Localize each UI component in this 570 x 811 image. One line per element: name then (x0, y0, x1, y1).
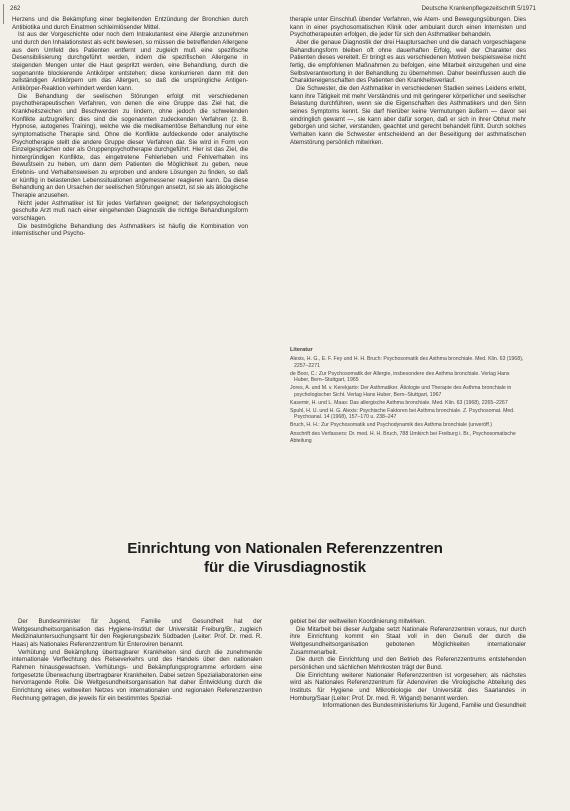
article-title (0, 539, 570, 577)
title-line: Einrichtung von Nationalen Referenzzentren (127, 540, 443, 557)
paragraph: therapie unter Einschluß übender Verfahren, wie Atem- und Bewegungsübungen. Dies kann in einer psychosomatischen Klinik oder ambulant durch einen Internisten und Psychotherapeuten erfolgen, die jeder für sich den Asthmatiker behandeln. (290, 16, 526, 39)
paragraph: Nicht jeder Asthmatiker ist für jedes Verfahren geeignet; der tiefenpsychologisch geschulte Arzt muß nach einer eingehenden Diagnostik die richtige Behandlungsform vorschlagen. (12, 199, 248, 223)
page-number: 262 (10, 5, 21, 12)
title-line: für die Virusdiagnostik (204, 559, 366, 576)
paragraph: Die durch die Einrichtung und den Betrieb des Referenzzentrums entstehenden persönlichen und sächlichen Mehrkosten trägt der Bund. (290, 656, 526, 671)
literature-section (290, 347, 526, 444)
paragraph: Verhütung und Bekämpfung übertragbarer Krankheiten sind durch die zunehmende internationale Verflechtung des Reiseverkehrs und des Handels über den nationalen Rahmen hinausgewachsen. Verhütungs- und Bekämpfungsprogramme erfordern eine fortgesetzte Überwachung übertragbarer Krankheiten. Dabei setzen Spezialiaboratorien eine hervorragende Rolle. Die Weltgesundheitsorganisation hat daher Entwicklung durch die Einrichtung eines weltweiten Netzes von internationalen und regionalen Referenzzentren Rechnung getragen, die jeweils für ein bestimmtes Spezial- (12, 648, 262, 702)
page-edge-mark (3, 4, 4, 24)
article-column-right (290, 16, 526, 146)
literature-item: Jores, A. und M. v. Kerekjarto: Der Asthmatiker. Ätiologie und Therapie des Asthma bronchiale in psychologischer Sicht. Verlag Hans Huber, Bern–Stuttgart, 1967 (290, 385, 512, 398)
paragraph: gebiet bei der weltweiten Koordinierung mitwirken. (290, 618, 426, 625)
paragraph: Der Bundesminister für Jugend, Familie und Gesundheit hat der Weltgesundheitsorganisation das Hygiene-Institut der Universität Freiburg/Br., zugleich Medizinaluntersuchungsamt für den Regierungsbezirk Südbaden (Leiter: Prof. Dr. med. R. Haas) als Nationales Referenzzentrum für Enteroviren benannt. (12, 618, 262, 648)
literature-item: Spuhl, H. U. und H. G. Alexis: Psychische Faktoren bei Asthma bronchiale. Z. Psychosomat. Med. Psychoanal. 14 (1968), 157–170 u. 238–247 (290, 407, 515, 421)
literature-item: Alexis, H. G., E. F. Fey und H. H. Bruch: Psychosomatik des Asthma bronchiale. Med. Klin. 63 (1968), 2257–2271 (290, 356, 524, 369)
paragraph: Die Einrichtung weiterer Nationaler Referenzzentren ist vorgesehen; als nächstes wird als Nationales Referenzzentrum für Adenoviren die Virologische Abteilung des Instituts für Hygiene und Mikrobiologie der Universität des Saarlandes in Homburg/Saar (Leiter: Prof. Dr. med. R. Wigand) benannt werden. (290, 671, 526, 702)
article-column-left (12, 16, 248, 238)
literature-item: de Boor, C.: Zur Psychosomatik der Allergie, insbesondere des Asthma bronchiale. Verlag Hans Huber, Bern–Stuttgart, 1965 (290, 370, 510, 384)
journal-title: Deutsche Krankenpflegezeitschrift 5/1971 (421, 5, 536, 12)
literature-item: Bruch, H. H.: Zur Psychosomatik und Psychodynamik des Asthma bronchiale (unveröff.) (290, 422, 493, 429)
article-column-right (290, 618, 526, 710)
paragraph: Die Behandlung der seelischen Störungen erfolgt mit verschiedenen psychotherapeutischen Verfahren, von denen die eine Gruppe das Ziel hat, die Krankheitszeichen und Beschwerden zu lindern, ohne jedoch die schwelenden Konflikte aufzugreifen; dies sind die sogenannten zudeckenden Verfahren (z. B. Hypnose, autogenes Training), welche wie die medikamentöse Behandlung nur eine symptomatische Therapie sind. Ohne die Konflikte aufdeckende oder analytische Psychotherapie stellt die andere Gruppe dieser Verfahren dar. Sie wird in Form von Einzelgesprächen oder als Gruppenpsychotherapie durchgeführt. Hier ist das Ziel, die hintergründigen Konflikte, das eingetretene Fehlerleben und Fehlverhalten ins Bewußtsein zu heben, um dann dem Patienten die Möglichkeit zu geben, neue Erlebnis- und Verhaltensweisen zu erproben und andere Lösungen zu finden, so daß er künftig in belastenden Lebenssituationen angemessener reagieren kann. Da diese Behandlung an den Ursachen der seelischen Störungen ansetzt, ist sie als ätiologische Therapie anzusehen. (12, 92, 248, 200)
paragraph: Herzens und die Bekämpfung einer begleitenden Entzündung der Bronchien durch Antibiotika und durch Einatmen schleimlösender Mittel. (12, 16, 248, 31)
paragraph: Aber die genaue Diagnostik der drei Hauptursachen und die danach vorgeschlagene Behandlungsform bleiben oft ohne dauerhaften Erfolg, weil der Charakter des Patienten dieses vereitelt. Er bringt es aus verschiedenen Motiven beispielsweise nicht fertig, die empfohlenen Maßnahmen zu befolgen, eine Mitarbeit einzugehen und eine Selbstverantwortung in der Behandlung zu übernehmen. Daher beeinflussen auch die Charaktereigenschaften des Patienten den Krankheitsverlauf. (290, 38, 526, 85)
paragraph: Die Schwester, die den Asthmatiker in verschiedenen Stadien seines Leidens erlebt, kann ihre Tätigkeit mit mehr Verständnis und mit geringerer körperlicher und seelischer Belastung durchführen, wenn sie die Eigenschaften des Asthmatikers und den Sinn seines Symptoms kennt. Sie darf hierüber keine Vermutungen äußern — davor sei eindringlich gewarnt —, sie kann aber dafür sorgen, daß er sich in ihrer Obhut mehr geborgen und sicher, verstanden, geachtet und gerecht behandelt fühlt. Durch solches Verhalten kann die Schwester entscheidend an der Beseitigung der asthmatischen Atemstörung persönlich mitwirken. (290, 84, 526, 146)
source-note: Informationen des Bundesministeriums für Jugend, Familie und Gesundheit (322, 702, 526, 710)
paragraph: Ist aus der Vorgeschichte oder noch dem Intrakutantest eine Allergie anzunehmen und durch den Inhalationstest als echt bewiesen, so müssen die betreffenden Allergene aus dem Umfeld des Patienten entfernt und zugleich muß eine spezifische Desensibilisierung durchgeführt werden, indem die spezifischen Allergene in steigenden Mengen unter die Haut gespritzt werden, eine Behandlung, durch die sogenannte blockierende Antikörper entstehen; diese konkurrieren dann mit den zellständigen Antikörpern um das Allergen, so daß die ursprüngliche Antigen-Antikörper-Reaktion verhindert werden kann. (12, 31, 248, 92)
paragraph: Die Mitarbeit bei dieser Aufgabe setzt Nationale Referenzzentren voraus, nur durch ihre Einrichtung kommt ein Staat voll in den Genuß der durch die Weltgesundheitsorganisation gebotenen Möglichkeiten internationaler Zusammenarbeit. (290, 625, 526, 656)
paragraph: Die bestmögliche Behandlung des Asthmatikers ist häufig die Kombination von internistischer und Psycho- (12, 222, 248, 238)
article-column-left (12, 618, 262, 702)
literature-item: Kasemir, H. und L. Maas: Das allergische Asthma bronchiale. Med. Klin. 63 (1968), 2265–2267 (290, 399, 508, 406)
author-address: Anschrift des Verfassers: Dr. med. H. H. Bruch, 788 Umkirch bei Freiburg i. Br., Psychosomatische Abteilung (290, 431, 516, 444)
literature-heading: Literatur (290, 347, 313, 353)
